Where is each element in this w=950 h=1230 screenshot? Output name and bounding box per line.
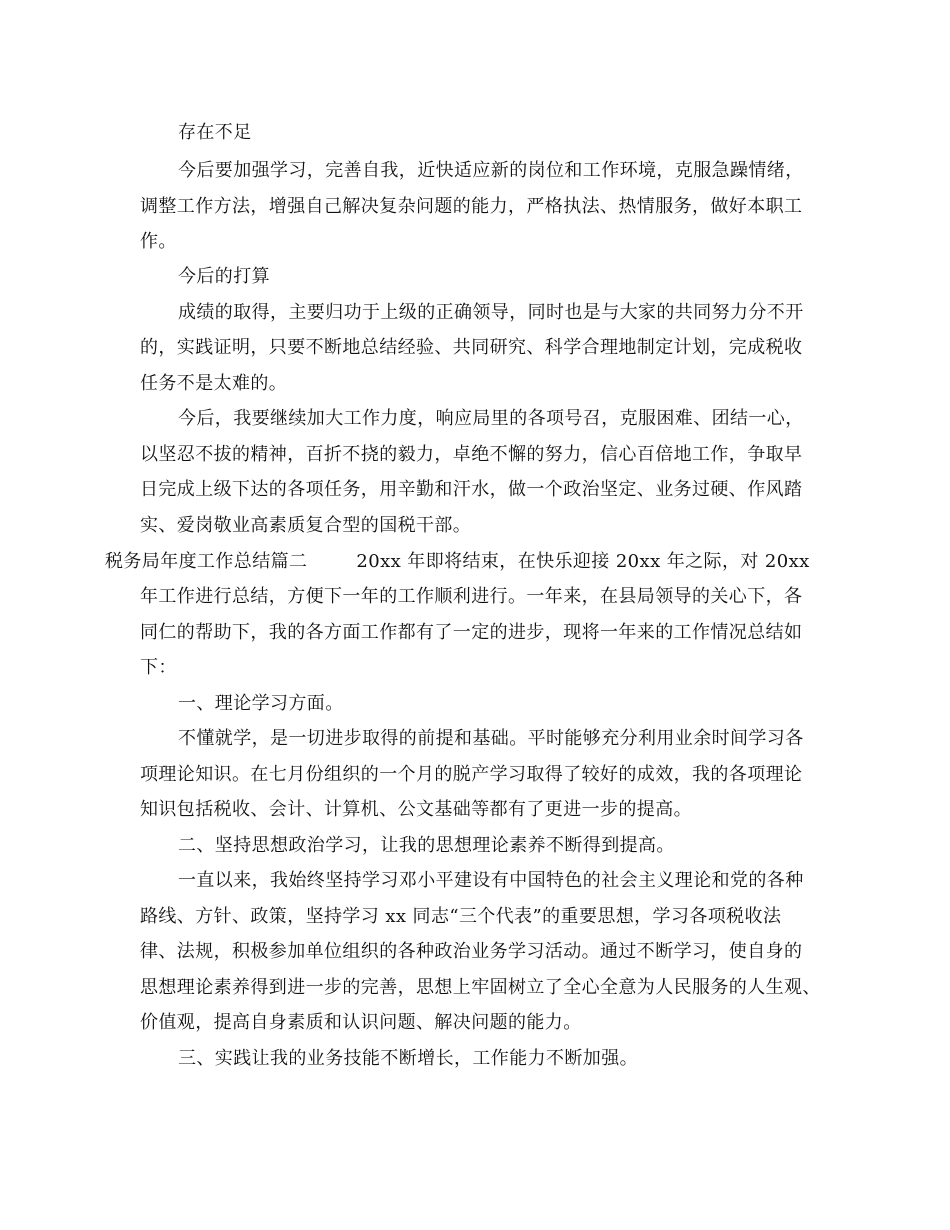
text-line: 不懂就学，是一切进步取得的前提和基础。平时能够充分利用业余时间学习各 bbox=[178, 728, 804, 749]
text-line: 一直以来，我始终坚持学习邓小平建设有中国特色的社会主义理论和党的各种 bbox=[178, 870, 804, 891]
text-line: 今后要加强学习，完善自我，近快适应新的岗位和工作环境，克服急躁情绪， bbox=[178, 160, 804, 181]
text-line: 同仁的帮助下，我的各方面工作都有了一定的进步，现将一年来的工作情况总结如 bbox=[140, 622, 803, 643]
text-line: 路线、方针、政策，坚持学习 xx 同志“三个代表”的重要思想，学习各项税收法 bbox=[140, 906, 782, 927]
text-line: 作。 bbox=[140, 231, 177, 252]
text-line: 下： bbox=[140, 657, 177, 678]
text-line: 实、爱岗敬业高素质复合型的国税干部。 bbox=[140, 515, 472, 536]
text-line: 今后，我要继续加大工作力度，响应局里的各项号召，克服困难、团结一心， bbox=[178, 408, 804, 429]
text-line: 日完成上级下达的各项任务，用辛勤和汗水，做一个政治坚定、业务过硬、作风踏 bbox=[140, 479, 803, 500]
text-line: 的，实践证明，只要不断地总结经验、共同研究、科学合理地制定计划，完成税收 bbox=[140, 337, 803, 358]
text-line: 项理论知识。在七月份组织的一个月的脱产学习取得了较好的成效，我的各项理论 bbox=[140, 764, 803, 785]
text-line: 存在不足 bbox=[178, 122, 252, 143]
text-line: 知识包括税收、会计、计算机、公文基础等都有了更进一步的提高。 bbox=[140, 799, 692, 820]
text-line: 二、坚持思想政治学习，让我的思想理论素养不断得到提高。 bbox=[178, 835, 675, 856]
text-line: 律、法规，积极参加单位组织的各种政治业务学习活动。通过不断学习，使自身的 bbox=[140, 941, 803, 962]
text-line: 价值观，提高自身素质和认识问题、解决问题的能力。 bbox=[140, 1012, 582, 1033]
text-line: 调整工作方法，增强自己解决复杂问题的能力，严格执法、热情服务，做好本职工 bbox=[140, 196, 803, 217]
text-line: 税务局年度工作总结篇二 20xx 年即将结束，在快乐迎接 20xx 年之际，对 20xx bbox=[105, 551, 810, 572]
text-line: 年工作进行总结，方便下一年的工作顺利进行。一年来，在县局领导的关心下，各 bbox=[140, 586, 803, 607]
text-line: 一、理论学习方面。 bbox=[178, 693, 344, 714]
text-line: 以坚忍不拔的精神，百折不挠的毅力，卓绝不懈的努力，信心百倍地工作，争取早 bbox=[140, 444, 803, 465]
text-line: 今后的打算 bbox=[178, 266, 270, 287]
text-line: 三、实践让我的业务技能不断增长，工作能力不断加强。 bbox=[178, 1048, 638, 1069]
text-line: 任务不是太难的。 bbox=[140, 373, 288, 394]
text-line: 成绩的取得，主要归功于上级的正确领导，同时也是与大家的共同努力分不开 bbox=[178, 302, 804, 323]
text-line: 思想理论素养得到进一步的完善，思想上牢固树立了全心全意为人民服务的人生观、 bbox=[140, 977, 821, 998]
